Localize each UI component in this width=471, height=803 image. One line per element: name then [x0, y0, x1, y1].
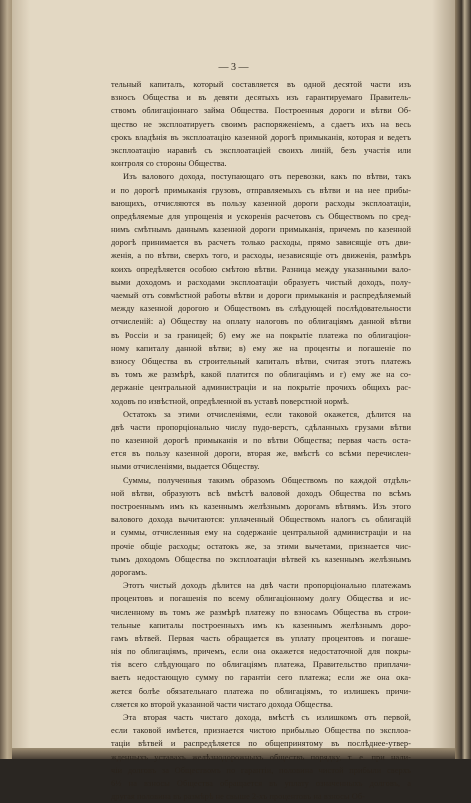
text-line: тія всего слѣдующаго по облигаціямъ платежа, Правительство приплачи-: [111, 660, 411, 670]
text-line: тымъ доходомъ Общества по эксплоатаціи вѣтвей къ казеннымъ желѣзнымъ: [111, 554, 411, 564]
paragraph: [111, 170, 411, 407]
paragraph: [111, 474, 411, 580]
text-line: тельный капиталъ, который составляется въ одной десятой части изъ: [111, 80, 411, 89]
text-line: Остатокъ за этими отчисленіями, если таковой окажется, дѣлится на: [123, 409, 411, 419]
text-line: ными отчисленіями, выдается Обществу.: [111, 462, 260, 472]
text-line: въ Россіи и за границей; б) ему же на покрытіе платежа по облигаціон-: [111, 330, 411, 340]
text-line: процентовъ и погашенія по всему облигаціонному долгу Общества и ис-: [111, 594, 411, 604]
text-line: валового дохода вычитаются: уплаченный Обществомъ налогъ съ облигацій: [111, 515, 411, 525]
book-spine-edge: [455, 0, 471, 759]
text-line: между казенной дорогою и Обществомъ въ слѣдующей послѣдовательности: [111, 304, 411, 314]
text-line: численному въ томъ же размѣрѣ платежу по взносамъ Общества въ строи-: [111, 607, 411, 617]
text-line: другая половина въ размѣрѣ не свыше 2-хъ процентовъ на взносы Об-: [111, 792, 366, 802]
text-line: ному капиталу данной вѣтви; в) ему же на проценты и погашеніе по: [111, 343, 411, 353]
text-line: отчисленій: а) Обществу на оплату налоговъ по облигаціямъ данной вѣтви: [111, 317, 411, 327]
text-line: и суммы, отчисленныя ему на содержаніе центральной администраціи и на: [111, 528, 411, 538]
text-line: контроля со стороны Общества.: [111, 159, 227, 169]
text-line: жется болѣе обязательнаго платежа по облигаціямъ, то излишекъ причи-: [111, 686, 411, 696]
paragraph: [111, 579, 411, 711]
text-line: жденныхъ уставахъ желѣзнодорожныхъ обществъ порядку, т. е. при нали-: [111, 752, 411, 762]
page-body-text: [111, 78, 411, 803]
text-line: выми доходомъ и расходами эксплоатаціи образуетъ чистый доходъ, полу-: [111, 277, 411, 287]
text-line: и по дорогѣ примыканія грузовъ, отправляемыхъ съ вѣтви и на нее прибы-: [111, 185, 411, 195]
text-line: ной вѣтви, образуютъ всѣ вмѣстѣ валовой доходъ Общества по всѣмъ: [111, 488, 411, 498]
text-line: ходовъ по извѣстной, опредѣленной въ уставѣ поверстной нормѣ.: [111, 396, 350, 406]
text-line: взносъ Общества и въ девяти десятыхъ изъ гарантируемаго Правитель-: [111, 93, 411, 103]
paragraph: [111, 78, 411, 170]
text-line: въ томъ же размѣрѣ, какой платится по облигаціямъ и г) ему же на со-: [111, 370, 411, 380]
text-line: срокъ владѣнія въ эксплоатацію казенной дорогѣ примыканія, которая и ведетъ: [111, 132, 411, 142]
text-line: построеннымъ имъ къ казеннымъ желѣзнымъ дорогамъ вѣтвямъ. Изъ этого: [111, 502, 411, 511]
text-line: Изъ валового дохода, поступающаго отъ перевозки, какъ по вѣтви, такъ: [123, 172, 411, 182]
text-line: эксплоатацію наравнѣ съ эксплоатаціей своихъ линій, безъ участія или: [111, 145, 411, 155]
text-line: гамъ вѣтвей. Первая часть обращается въ уплату процентовъ и погаше-: [111, 633, 411, 643]
text-line: нимъ смѣтнымъ даннымъ казенной дороги примыканія, причемъ по казенной: [111, 225, 411, 235]
text-line: нія по облигаціямъ, причемъ, если она окажется недостаточной для покры-: [111, 647, 411, 657]
text-line: по казенной дорогѣ примыканія и по вѣтви Общества; первая часть оста-: [111, 436, 411, 446]
text-line: дорогамъ.: [111, 567, 148, 577]
text-line: вающихъ, отчисляются въ пользу казенной дороги расходы эксплоатаціи,: [111, 198, 411, 208]
text-line: если таковой имѣется, признается чистою прибылью Общества по эксплоа-: [111, 726, 411, 736]
paragraph: [111, 711, 411, 803]
text-line: держаніе центральной администраціи и на покрытіе прочихъ общихъ рас-: [111, 383, 411, 393]
text-line: ваетъ недостающую сумму по гарантіи сего платежа; если же она ока-: [111, 673, 411, 683]
text-line: женія, а по вѣтви, сверхъ того, и расходы, независящіе отъ движенія, размѣръ: [111, 251, 411, 261]
text-line: Этотъ чистый доходъ дѣлится на двѣ части пропорціонально платежамъ: [123, 581, 411, 591]
text-line: взносу Общества въ строительный капиталъ вѣтви, считая этотъ платежъ: [111, 356, 411, 366]
text-line: щество не эксплоатируетъ своимъ распоряженіемъ, а сдаетъ ихъ на весь: [111, 119, 411, 129]
text-line: опредѣляемые для упрощенія и ускоренія расчетовъ съ Обществомъ по сред-: [111, 211, 411, 221]
text-line: двѣ части пропорціонально числу пудо-верстъ, сдѣланныхъ грузами вѣтви: [111, 422, 411, 432]
text-line: коихъ опредѣляется особою смѣтою вѣтви. Разница между указанными вало-: [111, 264, 411, 274]
text-line: дорогѣ принимается въ расчетъ только расходы, прямо зависящіе отъ дви-: [111, 238, 411, 248]
text-line: сляется ко второй указанной части чистаго дохода Общества.: [111, 699, 333, 709]
left-page-edge: [0, 0, 12, 759]
text-line: ствомъ облигаціоннаго займа Общества. Построенныя дороги и вѣтви Об-: [111, 106, 411, 116]
text-line: чаемый отъ совмѣстной работы вѣтви и дороги примыканія и распредѣляемый: [111, 291, 411, 300]
text-line: Эта вторая часть чистаго дохода, вмѣстѣ съ излишкомъ отъ первой,: [123, 713, 411, 722]
text-line: тельные капиталы построенныхъ имъ къ казеннымъ желѣзнымъ доро-: [111, 620, 411, 630]
paragraph: [111, 408, 411, 474]
page-number: — 3 —: [218, 62, 249, 73]
text-line: 6½ на взносы Общества обращается въ уплату означенныхъ долговъ, а: [111, 778, 411, 788]
text-line: таціи вѣтвей и распредѣляется по общепринятому въ послѣднее-утвер-: [111, 739, 411, 749]
text-line: прочіе общіе расходы; остатокъ же, за этими вычетами, признается чис-: [111, 541, 411, 551]
text-line: Суммы, полученныя такимъ образомъ Обществомъ по каждой отдѣль-: [123, 475, 411, 485]
text-line: ется въ пользу казенной дороги, вторая же, вмѣстѣ со всѣми перечислен-: [111, 449, 411, 459]
text-line: чіи долговъ за Обществомъ по гарантіи, половина чистой прибыли сверхъ: [111, 765, 411, 775]
